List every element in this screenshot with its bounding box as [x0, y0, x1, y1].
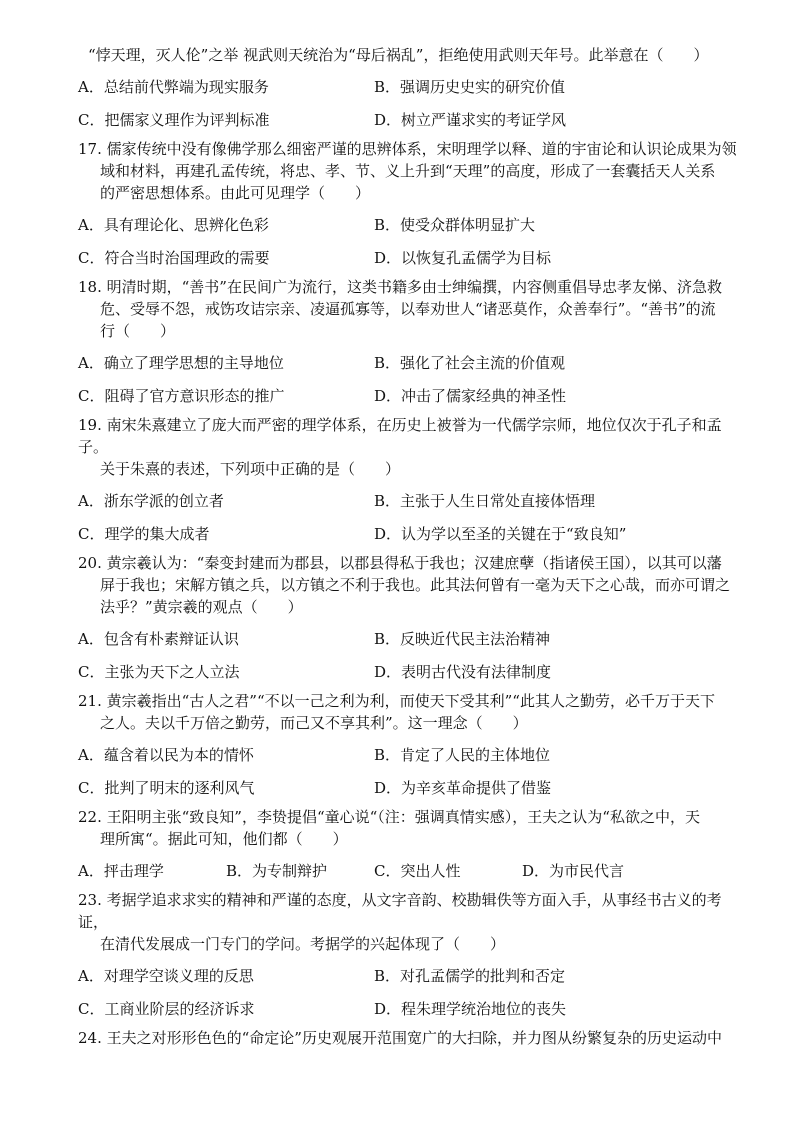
options-row — [78, 992, 750, 1025]
question-22 — [78, 806, 750, 887]
option-c[interactable]: C．把儒家义理作为评判标准 — [78, 111, 270, 129]
option-d[interactable]: D．程朱理学统治地位的丧失 — [374, 1000, 567, 1018]
question-stem-line: 17. 儒家传统中没有像佛学那么细密严谨的思辨体系，宋明理学以释、道的宇宙论和认识论成果为领 — [78, 140, 737, 158]
option-c[interactable]: C．阻碍了官方意识形态的推广 — [78, 387, 285, 405]
option-b[interactable]: B．使受众群体明显扩大 — [374, 216, 536, 234]
option-a[interactable]: A．对理学空谈义理的反思 — [78, 967, 254, 985]
question-stem-line: 法乎？”黄宗羲的观点（ ） — [100, 598, 303, 616]
option-a[interactable]: A．包含有朴素辩证认识 — [78, 630, 239, 648]
option-a[interactable]: A．总结前代弊端为现实服务 — [78, 78, 269, 96]
question-stem-line: 23. 考据学追求求实的精神和严谨的态度，从文字音韵、校勘辑佚等方面入手，从事经书古义的考证， — [78, 891, 722, 931]
options-row — [78, 622, 750, 655]
question-20 — [78, 552, 750, 688]
options-row — [78, 655, 750, 688]
option-b[interactable]: B．强调历史史实的研究价值 — [374, 78, 566, 96]
question-19 — [78, 414, 750, 550]
option-b[interactable]: B．反映近代民主法治精神 — [374, 630, 551, 648]
option-b[interactable]: B．主张于人生日常处直接体悟理 — [374, 492, 596, 510]
option-c[interactable]: C．突出人性 — [374, 862, 461, 880]
question-stem-line: 危、受辱不怨，戒饬攻诘宗亲、凌逼孤寡等，以奉劝世人“诸恶莫作，众善奉行”。“善书”的流 — [100, 300, 716, 318]
question-21 — [78, 690, 750, 804]
question-stem-line: 24. 王夫之对形形色色的“命定论”历史观展开范围宽广的大扫除，并力图从纷繁复杂的历史运动中 — [78, 1029, 722, 1047]
option-a[interactable]: A．蕴含着以民为本的情怀 — [78, 746, 254, 764]
option-a[interactable]: A．抨击理学 — [78, 862, 164, 880]
question-stem-line: 的严密思想体系。由此可见理学（ ） — [100, 184, 371, 202]
question-stem-line: 21. 黄宗羲指出“古人之君”“不以一己之利为利，而使天下受其利”“此其人之勤劳，必千万于天下 — [78, 692, 715, 710]
options-row — [78, 484, 750, 517]
options-row — [78, 70, 750, 103]
question-stem-line: 19. 南宋朱熹建立了庞大而严密的理学体系，在历史上被誉为一代儒学宗师，地位仅次于孔子和孟子。 — [78, 416, 722, 456]
option-a[interactable]: A．具有理论化、思辨化色彩 — [78, 216, 269, 234]
options-row — [78, 517, 750, 550]
question-stem-line: 域和材料，再建孔孟传统，将忠、孝、节、义上升到“天理”的高度，形成了一套囊括天人关系 — [100, 162, 716, 180]
options-row — [78, 208, 750, 241]
option-c[interactable]: C．工商业阶层的经济诉求 — [78, 1000, 255, 1018]
question-stem-line: “悖天理，灭人伦”之举 视武则天统治为“母后祸乱”，拒绝使用武则天年号。此举意在（ ） — [88, 46, 709, 64]
option-b[interactable]: B．为专制辩护 — [226, 862, 328, 880]
options-row — [78, 241, 750, 274]
exam-page — [78, 44, 750, 1051]
options-row — [78, 771, 750, 804]
option-d[interactable]: D．认为学以至圣的关键在于“致良知” — [374, 525, 627, 543]
option-c[interactable]: C．主张为天下之人立法 — [78, 663, 240, 681]
options-row — [78, 103, 750, 136]
question-16-continuation — [78, 44, 750, 136]
question-24 — [78, 1027, 750, 1049]
options-row — [78, 738, 750, 771]
option-b[interactable]: B．肯定了人民的主体地位 — [374, 746, 551, 764]
option-d[interactable]: D．冲击了儒家经典的神圣性 — [374, 387, 567, 405]
question-stem-line: 20. 黄宗羲认为：“秦变封建而为郡县，以郡县得私于我也；汉建庶孽（指诸侯王国），以其可以藩 — [78, 554, 722, 572]
question-stem-line: 理所寓“。据此可知，他们都（ ） — [100, 830, 348, 848]
option-b[interactable]: B．强化了社会主流的价值观 — [374, 354, 566, 372]
question-stem-line: 行（ ） — [100, 322, 176, 340]
question-stem-line: 22. 王阳明主张“致良知”，李贽提倡“童心说“（注：强调真情实感），王夫之认为“私欲之中，天 — [78, 808, 700, 826]
option-a[interactable]: A．浙东学派的创立者 — [78, 492, 224, 510]
option-d[interactable]: D．树立严谨求实的考证学风 — [374, 111, 567, 129]
option-d[interactable]: D．为辛亥革命提供了借鉴 — [374, 779, 552, 797]
options-row — [78, 959, 750, 992]
question-stem-line: 在清代发展成一门专门的学问。考据学的兴起体现了（ ） — [100, 935, 506, 953]
question-stem-line: 18. 明清时期，“善书”在民间广为流行，这类书籍多由士绅编撰，内容侧重倡导忠孝友悌、济急救 — [78, 278, 722, 296]
question-stem-line: 关于朱熹的表述，下列项中正确的是（ ） — [100, 460, 401, 478]
options-row — [78, 854, 750, 887]
option-c[interactable]: C．理学的集大成者 — [78, 525, 210, 543]
question-17 — [78, 138, 750, 274]
option-b[interactable]: B．对孔孟儒学的批判和否定 — [374, 967, 566, 985]
options-row — [78, 379, 750, 412]
options-row — [78, 346, 750, 379]
question-18 — [78, 276, 750, 412]
option-c[interactable]: C．批判了明末的逐利风气 — [78, 779, 255, 797]
option-d[interactable]: D．表明古代没有法律制度 — [374, 663, 552, 681]
option-d[interactable]: D．以恢复孔孟儒学为目标 — [374, 249, 552, 267]
option-c[interactable]: C．符合当时治国理政的需要 — [78, 249, 270, 267]
question-stem-line: 之人。夫以千万倍之勤劳，而己又不享其利”。这一理念（ ） — [100, 714, 528, 732]
question-23 — [78, 889, 750, 1025]
option-d[interactable]: D．为市民代言 — [522, 862, 625, 880]
question-stem-line: 屏于我也；宋解方镇之兵，以方镇之不利于我也。此其法何曾有一毫为天下之心哉，而亦可谓之 — [100, 576, 731, 594]
option-a[interactable]: A．确立了理学思想的主导地位 — [78, 354, 284, 372]
